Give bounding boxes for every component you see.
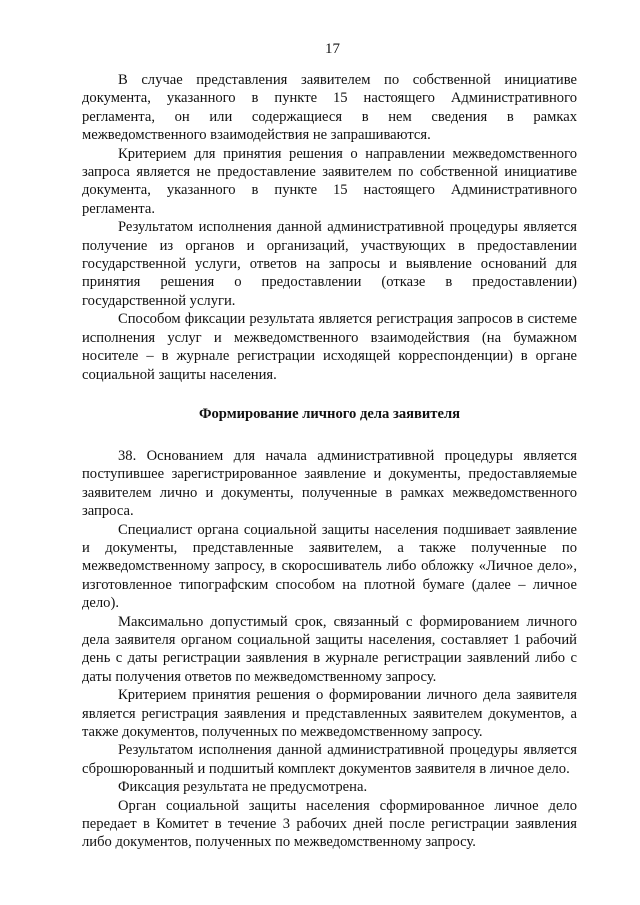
paragraph-procedure-result: Результатом исполнения данной административной процедуры является получение из органов и организаций, участвующих в предоставлении государственной услуги, ответов на запросы и выявление оснований для принятия решения о предоставлении (отказе в предоставлении) государственной услуги.: [82, 219, 577, 309]
paragraph-initiative-documents: В случае представления заявителем по собственной инициативе документа, указанного в пункте 15 настоящего Административного регламента, он или содержащиеся в нем сведения в рамках межведомственного взаимодействия не запрашиваются.: [82, 72, 577, 144]
paragraph-procedure-basis: 38. Основанием для начала административной процедуры является поступившее зарегистрированное заявление и документы, предоставляемые заявителем лично и документы, полученные в рамках межведомственного запроса.: [82, 447, 577, 520]
paragraph-specialist-filing: Специалист органа социальной защиты населения подшивает заявление и документы, представленные заявителем, а также полученные по межведомственному запросу, в скоросшиватель либо обложку «Личное дело», изготовленное типографским способом на плотной бумаге (далее – личное дело).: [82, 521, 577, 612]
paragraph-decision-criterion: Критерием принятия решения о формировании личного дела заявителя является регистрация заявления и представленных заявителем документов, а также документов, полученных по межведомственному запросу.: [82, 687, 577, 740]
paragraph-request-criterion: Критерием для принятия решения о направлении межведомственного запроса является не предоставление заявителем по собственной инициативе документа, указанного в пункте 15 настоящего Административного регламента.: [82, 145, 577, 217]
paragraph-max-term: Максимально допустимый срок, связанный с формированием личного дела заявителя органом социальной защиты населения, составляет 1 рабочий день с даты регистрации заявления в журнале регистрации заявлений либо с даты получения ответов по межведомственному запросу.: [82, 613, 577, 685]
paragraph-no-recording: Фиксация результата не предусмотрена.: [118, 779, 368, 796]
page-number: 17: [325, 41, 340, 57]
paragraph-result-recording: Способом фиксации результата является регистрация запросов в системе исполнения услуг и межведомственного взаимодействия (на бумажном носителе – в журнале регистрации исходящей корреспонденции) в органе социальной защиты населения.: [82, 311, 577, 383]
paragraph-transfer-to-committee: Орган социальной защиты населения сформированное личное дело передает в Комитет в течение 3 рабочих дней после регистрации заявления либо документов, полученных по межведомственному запросу.: [82, 797, 577, 851]
section-heading: Формирование личного дела заявителя: [198, 405, 461, 422]
paragraph-formation-result: Результатом исполнения данной административной процедуры является сброшюрованный и подшитый комплект документов заявителя в личное дело.: [82, 742, 577, 777]
